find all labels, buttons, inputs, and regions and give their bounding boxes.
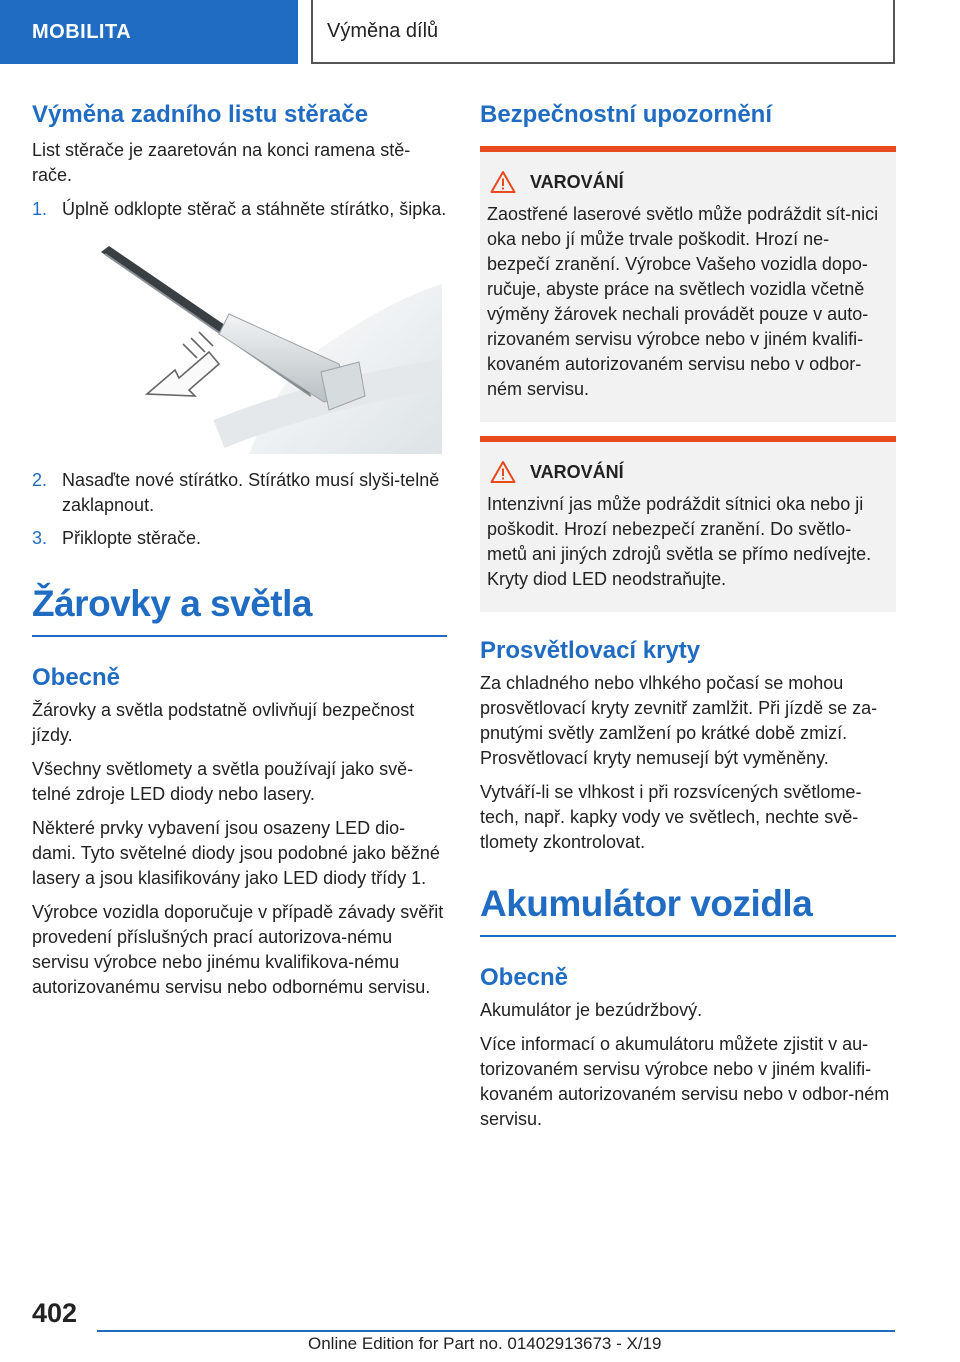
lights-paragraph-3: Některé prvky vybavení jsou osazeny LED dio-dami. Tyto světelné diody jsou podobné jako běžné lasery a jsou klasifikovány jako LED diody třídy 1. [32,818,440,888]
heading-rule [480,935,896,937]
wiper-illustration [99,244,442,454]
page-number: 402 [32,1298,78,1328]
section-tab [0,0,298,64]
safety-heading: Bezpečnostní upozornění [480,101,773,128]
lights-paragraph-2: Všechny světlomety a světla používají jako svě-telné zdroje LED diody nebo lasery. [32,759,414,804]
warning-box-2 [480,436,896,612]
wiper-steps-continued [32,468,447,551]
edition-note: Online Edition for Part no. 01402913673 - X/19 [308,1334,662,1353]
lights-paragraph-1: Žárovky a světla podstatně ovlivňují bezpečnost jízdy. [32,700,415,745]
battery-general-heading: Obecně [480,964,569,991]
warning-triangle-icon [490,460,516,484]
right-column [480,100,896,1141]
warning-text: Zaostřené laserové světlo může podráždit sít-nici oka nebo jí může trvale poškodit. Hrozí ne-bezpečí zranění. Výrobce Vašeho vozidla dopo-ručuje, abyste práce na světlech vozidla včetně výměny žárovek nechali provádět pouze v auto-rizovaném servisu výrobce nebo v jiném kvalifi-kovaném autorizovaném servisu nebo v odbor-ném servisu. [487,204,879,399]
warning-header [487,170,889,194]
warning-label: VAROVÁNÍ [530,171,624,192]
arrow-icon [147,332,219,396]
warning-header [487,460,889,484]
chapter-header [311,0,895,64]
lights-paragraph-4: Výrobce vozidla doporučuje v případě závady svěřit provedení příslušných prací autorizova-nému servisu výrobce nebo jinému kvalifikova-nému autorizovanému servisu nebo odbornému servisu. [32,902,444,997]
warning-label: VAROVÁNÍ [530,461,624,482]
wiper-intro: List stěrače je zaaretován na konci ramena stě-rače. [32,140,411,185]
battery-paragraph-1: Akumulátor je bezúdržbový. [480,1000,703,1020]
wiper-blade-image [99,244,442,454]
step-text: Nasaďte nové stírátko. Stírátko musí slyši-telně zaklapnout. [62,470,440,515]
lights-general-heading: Obecně [32,664,121,691]
warning-triangle-icon [490,170,516,194]
left-column [32,100,447,1009]
step-text: Úplně odklopte stěrač a stáhněte stírátko, šipka. [62,199,447,219]
chapter-title: Výměna dílů [327,19,439,42]
wiper-steps [32,197,447,222]
footer-rule [97,1330,895,1332]
heading-rule [32,635,447,637]
lights-heading: Žárovky a světla [32,583,312,624]
lights-section [32,581,447,637]
step-1 [32,197,447,222]
step-3 [32,526,447,551]
section-label: MOBILITA [32,20,132,43]
wiper-heading: Výměna zadního listu stěrače [32,101,369,128]
step-number: 3. [32,528,48,548]
covers-paragraph-1: Za chladného nebo vlhkého počasí se mohou prosvětlovací kryty zevnitř zamlžit. Při jízdě se za-pnutými světly zamlžení po krátké době zmizí. Prosvětlovací kryty nemusejí být vyměněny. [480,673,878,768]
warning-box-1 [480,146,896,422]
step-text: Přiklopte stěrače. [62,528,202,548]
step-2 [32,468,447,518]
battery-section [480,881,896,937]
battery-heading: Akumulátor vozidla [480,883,813,924]
covers-paragraph-2: Vytváří-li se vlhkost i při rozsvícených světlome-tech, např. kapky vody ve světlech, nechte svě-tlomety zkontrolovat. [480,782,862,852]
step-number: 1. [32,199,48,219]
covers-heading: Prosvětlovací kryty [480,637,701,664]
warning-text: Intenzivní jas může podráždit sítnici oka nebo ji poškodit. Hrozí nebezpečí zranění. Do světlo-metů ani jiných zdrojů světla se přímo nedívejte. Kryty diod LED neodstraňujte. [487,494,872,589]
step-number: 2. [32,470,48,490]
battery-paragraph-2: Více informací o akumulátoru můžete zjistit v au-torizovaném servisu výrobce nebo v jiném kvalifi-kovaném autorizovaném servisu nebo v odbor-ném servisu. [480,1034,890,1129]
